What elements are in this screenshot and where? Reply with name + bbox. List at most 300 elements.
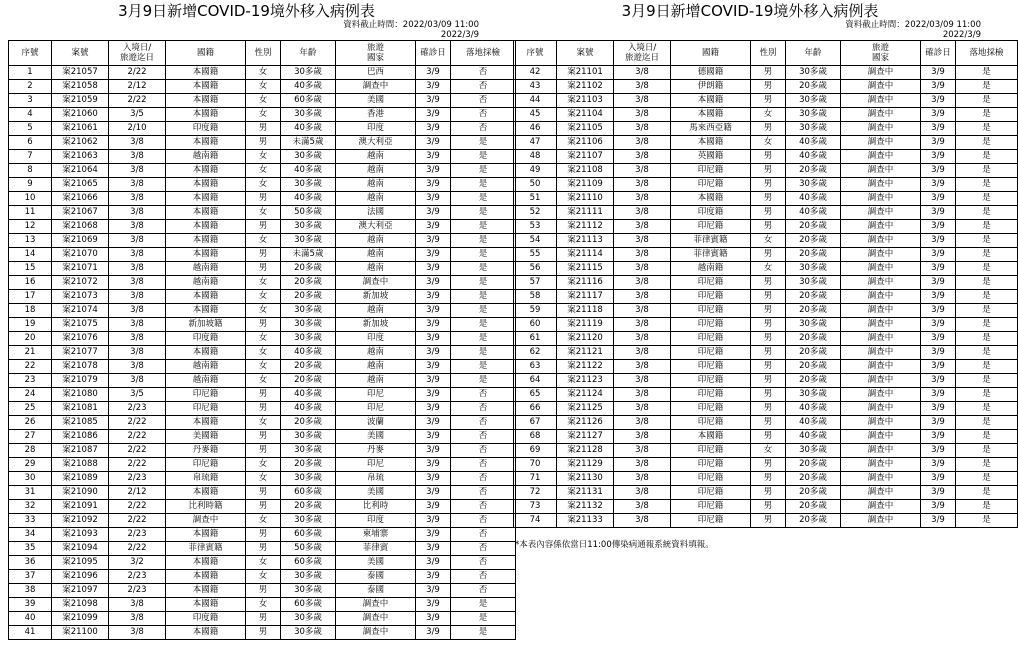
cell-entry-date: 3/8 bbox=[109, 192, 166, 206]
cell-nationality: 印尼籍 bbox=[671, 332, 751, 346]
cell-arrival-test: 是 bbox=[451, 220, 516, 234]
cell-nationality: 新加坡籍 bbox=[166, 318, 246, 332]
cell-confirm-date: 3/9 bbox=[416, 360, 451, 374]
cell-case-id: 案21129 bbox=[557, 458, 614, 472]
table-row bbox=[514, 122, 1018, 136]
cell-confirm-date: 3/9 bbox=[416, 556, 451, 570]
cell-confirm-date: 3/9 bbox=[416, 66, 451, 80]
cell-travel-country: 調查中 bbox=[841, 332, 921, 346]
cell-entry-date: 3/8 bbox=[614, 486, 671, 500]
cell-serial: 29 bbox=[9, 458, 52, 472]
cell-entry-date: 3/8 bbox=[614, 360, 671, 374]
table-row bbox=[9, 472, 516, 486]
cell-case-id: 案21089 bbox=[52, 472, 109, 486]
cell-nationality: 本國籍 bbox=[166, 206, 246, 220]
cell-case-id: 案21117 bbox=[557, 290, 614, 304]
cell-nationality: 印尼籍 bbox=[671, 500, 751, 514]
cell-arrival-test: 是 bbox=[956, 290, 1018, 304]
cell-travel-country: 越南 bbox=[336, 346, 416, 360]
cell-confirm-date: 3/9 bbox=[416, 612, 451, 626]
cell-travel-country: 調查中 bbox=[841, 500, 921, 514]
cell-arrival-test: 是 bbox=[451, 598, 516, 612]
cell-nationality: 印尼籍 bbox=[671, 178, 751, 192]
cell-confirm-date: 3/9 bbox=[416, 234, 451, 248]
cell-age: 40多歲 bbox=[281, 402, 336, 416]
cell-sex: 女 bbox=[246, 94, 281, 108]
cell-sex: 男 bbox=[246, 402, 281, 416]
table-row bbox=[9, 94, 516, 108]
cell-entry-date: 3/8 bbox=[614, 220, 671, 234]
cell-entry-date: 3/8 bbox=[614, 234, 671, 248]
cell-confirm-date: 3/9 bbox=[921, 514, 956, 528]
cell-sex: 男 bbox=[751, 388, 786, 402]
cell-case-id: 案21130 bbox=[557, 472, 614, 486]
cell-serial: 43 bbox=[514, 80, 557, 94]
cell-age: 20多歲 bbox=[786, 248, 841, 262]
cell-sex: 男 bbox=[751, 332, 786, 346]
cell-nationality: 印度籍 bbox=[671, 206, 751, 220]
cell-case-id: 案21112 bbox=[557, 220, 614, 234]
cell-confirm-date: 3/9 bbox=[416, 290, 451, 304]
cell-case-id: 案21059 bbox=[52, 94, 109, 108]
cell-travel-country: 澳大利亞 bbox=[336, 136, 416, 150]
table-row bbox=[9, 486, 516, 500]
cell-case-id: 案21057 bbox=[52, 66, 109, 80]
cell-arrival-test: 是 bbox=[956, 472, 1018, 486]
cell-arrival-test: 是 bbox=[956, 304, 1018, 318]
cell-nationality: 印尼籍 bbox=[671, 444, 751, 458]
cell-nationality: 伊朗籍 bbox=[671, 80, 751, 94]
cell-confirm-date: 3/9 bbox=[416, 276, 451, 290]
cell-serial: 49 bbox=[514, 164, 557, 178]
column-header-case-id: 案號 bbox=[52, 41, 109, 66]
column-header-serial: 序號 bbox=[514, 41, 557, 66]
cell-entry-date: 2/23 bbox=[109, 402, 166, 416]
cell-sex: 女 bbox=[751, 234, 786, 248]
cell-sex: 男 bbox=[751, 346, 786, 360]
cell-nationality: 本國籍 bbox=[166, 570, 246, 584]
cell-nationality: 印尼籍 bbox=[671, 472, 751, 486]
cell-nationality: 印尼籍 bbox=[671, 276, 751, 290]
cell-case-id: 案21088 bbox=[52, 458, 109, 472]
cell-serial: 57 bbox=[514, 276, 557, 290]
cell-arrival-test: 否 bbox=[451, 472, 516, 486]
cell-age: 30多歲 bbox=[786, 388, 841, 402]
cell-confirm-date: 3/9 bbox=[416, 192, 451, 206]
cell-serial: 34 bbox=[9, 528, 52, 542]
cell-confirm-date: 3/9 bbox=[416, 430, 451, 444]
cell-age: 30多歲 bbox=[786, 178, 841, 192]
table-row bbox=[9, 374, 516, 388]
cell-nationality: 印尼籍 bbox=[671, 164, 751, 178]
cell-arrival-test: 否 bbox=[451, 94, 516, 108]
cell-case-id: 案21076 bbox=[52, 332, 109, 346]
cell-travel-country: 越南 bbox=[336, 164, 416, 178]
column-header-serial: 序號 bbox=[9, 41, 52, 66]
table-row bbox=[9, 234, 516, 248]
cell-serial: 47 bbox=[514, 136, 557, 150]
cell-arrival-test: 是 bbox=[956, 430, 1018, 444]
cell-serial: 9 bbox=[9, 178, 52, 192]
cell-confirm-date: 3/9 bbox=[416, 626, 451, 640]
cell-confirm-date: 3/9 bbox=[921, 304, 956, 318]
table-row bbox=[514, 514, 1018, 528]
cell-case-id: 案21062 bbox=[52, 136, 109, 150]
cell-sex: 女 bbox=[246, 108, 281, 122]
cell-arrival-test: 是 bbox=[956, 136, 1018, 150]
cell-serial: 30 bbox=[9, 472, 52, 486]
cell-arrival-test: 否 bbox=[451, 402, 516, 416]
cell-confirm-date: 3/9 bbox=[921, 416, 956, 430]
cell-age: 60多歲 bbox=[281, 94, 336, 108]
cell-entry-date: 3/8 bbox=[614, 416, 671, 430]
cell-age: 20多歲 bbox=[281, 374, 336, 388]
cell-sex: 女 bbox=[246, 206, 281, 220]
cell-travel-country: 調查中 bbox=[841, 80, 921, 94]
cell-sex: 女 bbox=[751, 108, 786, 122]
table-row bbox=[9, 626, 516, 640]
cell-age: 30多歲 bbox=[786, 262, 841, 276]
cell-age: 60多歲 bbox=[281, 598, 336, 612]
cell-arrival-test: 否 bbox=[451, 444, 516, 458]
cell-sex: 男 bbox=[751, 276, 786, 290]
cell-entry-date: 3/8 bbox=[614, 108, 671, 122]
cell-travel-country: 美國 bbox=[336, 486, 416, 500]
cell-arrival-test: 是 bbox=[956, 192, 1018, 206]
cell-arrival-test: 是 bbox=[451, 276, 516, 290]
cell-confirm-date: 3/9 bbox=[416, 416, 451, 430]
cell-age: 40多歲 bbox=[786, 192, 841, 206]
cell-travel-country: 調查中 bbox=[841, 262, 921, 276]
cell-age: 30多歲 bbox=[786, 444, 841, 458]
table-row bbox=[9, 346, 516, 360]
cell-age: 40多歲 bbox=[786, 402, 841, 416]
table-row bbox=[9, 136, 516, 150]
table-row bbox=[9, 514, 516, 528]
cell-serial: 48 bbox=[514, 150, 557, 164]
cell-entry-date: 3/8 bbox=[614, 136, 671, 150]
table-row bbox=[514, 402, 1018, 416]
cell-confirm-date: 3/9 bbox=[416, 262, 451, 276]
column-header-arrival-test: 落地採檢 bbox=[451, 41, 516, 66]
cell-confirm-date: 3/9 bbox=[416, 220, 451, 234]
cell-age: 未滿5歲 bbox=[281, 136, 336, 150]
table-row bbox=[514, 304, 1018, 318]
left-panel bbox=[8, 0, 500, 640]
cell-arrival-test: 是 bbox=[451, 626, 516, 640]
cell-confirm-date: 3/9 bbox=[921, 290, 956, 304]
cell-serial: 26 bbox=[9, 416, 52, 430]
cell-nationality: 印尼籍 bbox=[671, 416, 751, 430]
table-row bbox=[9, 416, 516, 430]
cell-sex: 男 bbox=[751, 318, 786, 332]
cell-travel-country: 調查中 bbox=[841, 416, 921, 430]
cell-sex: 女 bbox=[246, 472, 281, 486]
cell-serial: 20 bbox=[9, 332, 52, 346]
cell-confirm-date: 3/9 bbox=[416, 388, 451, 402]
cell-sex: 女 bbox=[751, 136, 786, 150]
cell-age: 20多歲 bbox=[281, 416, 336, 430]
cell-arrival-test: 是 bbox=[956, 458, 1018, 472]
cell-age: 20多歲 bbox=[786, 472, 841, 486]
cell-case-id: 案21123 bbox=[557, 374, 614, 388]
cell-serial: 38 bbox=[9, 584, 52, 598]
cell-sex: 女 bbox=[246, 514, 281, 528]
table-row bbox=[9, 304, 516, 318]
cell-travel-country: 美國 bbox=[336, 556, 416, 570]
cell-travel-country: 調查中 bbox=[841, 430, 921, 444]
cell-sex: 女 bbox=[751, 444, 786, 458]
cell-age: 20多歲 bbox=[281, 290, 336, 304]
cell-serial: 40 bbox=[9, 612, 52, 626]
cell-case-id: 案21093 bbox=[52, 528, 109, 542]
cell-serial: 35 bbox=[9, 542, 52, 556]
cell-nationality: 本國籍 bbox=[166, 556, 246, 570]
table-row bbox=[514, 262, 1018, 276]
cell-serial: 69 bbox=[514, 444, 557, 458]
cell-sex: 女 bbox=[246, 374, 281, 388]
cell-entry-date: 2/10 bbox=[109, 122, 166, 136]
cell-sex: 男 bbox=[246, 192, 281, 206]
cell-entry-date: 3/8 bbox=[614, 122, 671, 136]
cell-age: 20多歲 bbox=[786, 304, 841, 318]
cell-travel-country: 調查中 bbox=[841, 290, 921, 304]
cell-age: 40多歲 bbox=[786, 206, 841, 220]
cell-travel-country: 越南 bbox=[336, 192, 416, 206]
cell-age: 40多歲 bbox=[786, 150, 841, 164]
cell-age: 50多歲 bbox=[281, 542, 336, 556]
cell-age: 20多歲 bbox=[786, 346, 841, 360]
table-row bbox=[9, 192, 516, 206]
cell-travel-country: 丹麥 bbox=[336, 444, 416, 458]
cell-age: 40多歲 bbox=[786, 136, 841, 150]
cell-sex: 女 bbox=[246, 332, 281, 346]
cell-nationality: 印尼籍 bbox=[671, 220, 751, 234]
cell-travel-country: 印度 bbox=[336, 514, 416, 528]
cell-entry-date: 2/12 bbox=[109, 80, 166, 94]
cell-case-id: 案21081 bbox=[52, 402, 109, 416]
cell-serial: 51 bbox=[514, 192, 557, 206]
cell-age: 20多歲 bbox=[786, 234, 841, 248]
cell-serial: 68 bbox=[514, 430, 557, 444]
column-header-sex: 性別 bbox=[246, 41, 281, 66]
cell-nationality: 美國籍 bbox=[166, 430, 246, 444]
cell-age: 30多歲 bbox=[281, 150, 336, 164]
cell-arrival-test: 否 bbox=[451, 500, 516, 514]
cell-case-id: 案21104 bbox=[557, 108, 614, 122]
cell-serial: 31 bbox=[9, 486, 52, 500]
cell-travel-country: 調查中 bbox=[841, 248, 921, 262]
cell-entry-date: 3/8 bbox=[614, 332, 671, 346]
cell-nationality: 菲律賓籍 bbox=[671, 248, 751, 262]
cell-serial: 28 bbox=[9, 444, 52, 458]
cell-entry-date: 3/8 bbox=[109, 178, 166, 192]
cell-serial: 23 bbox=[9, 374, 52, 388]
cell-travel-country: 印度 bbox=[336, 122, 416, 136]
cell-arrival-test: 是 bbox=[956, 276, 1018, 290]
table-row bbox=[9, 262, 516, 276]
table-row bbox=[514, 444, 1018, 458]
table-row bbox=[9, 402, 516, 416]
cell-sex: 男 bbox=[246, 136, 281, 150]
cell-sex: 男 bbox=[246, 430, 281, 444]
cell-case-id: 案21101 bbox=[557, 66, 614, 80]
cell-confirm-date: 3/9 bbox=[921, 430, 956, 444]
cell-case-id: 案21121 bbox=[557, 346, 614, 360]
cell-travel-country: 越南 bbox=[336, 248, 416, 262]
cell-sex: 男 bbox=[246, 388, 281, 402]
cell-nationality: 印度籍 bbox=[166, 612, 246, 626]
cell-arrival-test: 否 bbox=[451, 80, 516, 94]
cell-arrival-test: 是 bbox=[956, 262, 1018, 276]
table-row bbox=[9, 290, 516, 304]
cell-travel-country: 調查中 bbox=[841, 234, 921, 248]
cell-age: 30多歲 bbox=[786, 94, 841, 108]
cell-entry-date: 3/8 bbox=[109, 360, 166, 374]
data-cutoff-time: 資料截止時間：2022/03/09 11:00 bbox=[343, 20, 479, 30]
cell-travel-country: 印尼 bbox=[336, 388, 416, 402]
cell-serial: 46 bbox=[514, 122, 557, 136]
cell-arrival-test: 是 bbox=[451, 178, 516, 192]
cell-nationality: 越南籍 bbox=[166, 262, 246, 276]
table-row bbox=[514, 472, 1018, 486]
cell-confirm-date: 3/9 bbox=[921, 66, 956, 80]
cell-confirm-date: 3/9 bbox=[921, 108, 956, 122]
cell-serial: 12 bbox=[9, 220, 52, 234]
cell-entry-date: 2/22 bbox=[109, 542, 166, 556]
cell-confirm-date: 3/9 bbox=[921, 402, 956, 416]
cell-arrival-test: 否 bbox=[451, 486, 516, 500]
cell-entry-date: 3/5 bbox=[109, 108, 166, 122]
cell-confirm-date: 3/9 bbox=[921, 486, 956, 500]
cell-nationality: 印尼籍 bbox=[166, 458, 246, 472]
cell-entry-date: 3/8 bbox=[614, 458, 671, 472]
cell-age: 40多歲 bbox=[281, 346, 336, 360]
cell-arrival-test: 是 bbox=[451, 248, 516, 262]
table-row bbox=[9, 430, 516, 444]
cell-entry-date: 3/8 bbox=[614, 374, 671, 388]
cell-confirm-date: 3/9 bbox=[416, 374, 451, 388]
cell-sex: 男 bbox=[751, 430, 786, 444]
table-row bbox=[514, 66, 1018, 80]
cell-travel-country: 調查中 bbox=[841, 360, 921, 374]
cell-travel-country: 調查中 bbox=[841, 374, 921, 388]
cell-age: 20多歲 bbox=[786, 458, 841, 472]
cell-serial: 37 bbox=[9, 570, 52, 584]
cell-serial: 14 bbox=[9, 248, 52, 262]
cell-nationality: 本國籍 bbox=[166, 584, 246, 598]
cell-confirm-date: 3/9 bbox=[921, 276, 956, 290]
cell-nationality: 調查中 bbox=[166, 514, 246, 528]
table-row bbox=[514, 374, 1018, 388]
cell-case-id: 案21077 bbox=[52, 346, 109, 360]
cell-travel-country: 菲律賓 bbox=[336, 542, 416, 556]
cell-confirm-date: 3/9 bbox=[416, 598, 451, 612]
cell-entry-date: 2/12 bbox=[109, 486, 166, 500]
cell-age: 20多歲 bbox=[786, 360, 841, 374]
cell-sex: 女 bbox=[246, 178, 281, 192]
cell-age: 30多歲 bbox=[281, 66, 336, 80]
cell-sex: 男 bbox=[751, 486, 786, 500]
cell-confirm-date: 3/9 bbox=[921, 332, 956, 346]
cell-sex: 男 bbox=[751, 514, 786, 528]
cell-nationality: 印尼籍 bbox=[671, 514, 751, 528]
cell-serial: 17 bbox=[9, 290, 52, 304]
column-header-confirm-date: 確診日 bbox=[416, 41, 451, 66]
cell-sex: 男 bbox=[246, 584, 281, 598]
cell-case-id: 案21108 bbox=[557, 164, 614, 178]
table-row bbox=[9, 206, 516, 220]
cell-entry-date: 3/8 bbox=[614, 206, 671, 220]
cell-entry-date: 2/22 bbox=[109, 444, 166, 458]
cell-serial: 62 bbox=[514, 346, 557, 360]
cell-case-id: 案21067 bbox=[52, 206, 109, 220]
cell-serial: 55 bbox=[514, 248, 557, 262]
cell-travel-country: 美國 bbox=[336, 94, 416, 108]
cell-arrival-test: 是 bbox=[956, 332, 1018, 346]
cell-nationality: 印度籍 bbox=[166, 332, 246, 346]
cell-age: 40多歲 bbox=[786, 430, 841, 444]
cell-entry-date: 3/8 bbox=[109, 374, 166, 388]
cell-age: 20多歲 bbox=[281, 458, 336, 472]
cell-travel-country: 調查中 bbox=[841, 94, 921, 108]
table-row bbox=[514, 458, 1018, 472]
cell-travel-country: 越南 bbox=[336, 374, 416, 388]
cell-case-id: 案21070 bbox=[52, 248, 109, 262]
cell-arrival-test: 是 bbox=[956, 360, 1018, 374]
table-row bbox=[9, 612, 516, 626]
cell-confirm-date: 3/9 bbox=[416, 528, 451, 542]
cell-nationality: 越南籍 bbox=[166, 276, 246, 290]
cell-serial: 44 bbox=[514, 94, 557, 108]
cell-nationality: 丹麥籍 bbox=[166, 444, 246, 458]
table-row bbox=[9, 318, 516, 332]
cell-entry-date: 3/8 bbox=[614, 80, 671, 94]
cell-arrival-test: 是 bbox=[451, 206, 516, 220]
cell-sex: 男 bbox=[246, 248, 281, 262]
cell-serial: 65 bbox=[514, 388, 557, 402]
cell-arrival-test: 是 bbox=[451, 262, 516, 276]
cell-case-id: 案21126 bbox=[557, 416, 614, 430]
cell-nationality: 印尼籍 bbox=[166, 388, 246, 402]
cell-nationality: 印尼籍 bbox=[671, 304, 751, 318]
cell-entry-date: 3/8 bbox=[614, 514, 671, 528]
cell-entry-date: 2/22 bbox=[109, 94, 166, 108]
table-row bbox=[514, 164, 1018, 178]
cell-entry-date: 3/8 bbox=[109, 304, 166, 318]
cell-nationality: 本國籍 bbox=[671, 192, 751, 206]
cell-confirm-date: 3/9 bbox=[416, 122, 451, 136]
cell-arrival-test: 是 bbox=[956, 122, 1018, 136]
cell-travel-country: 調查中 bbox=[336, 598, 416, 612]
cell-confirm-date: 3/9 bbox=[416, 304, 451, 318]
table-row bbox=[9, 360, 516, 374]
page-title: 3月9日新增COVID-19境外移入病例表 bbox=[621, 2, 879, 20]
cell-entry-date: 3/8 bbox=[109, 598, 166, 612]
cell-arrival-test: 是 bbox=[956, 318, 1018, 332]
table-row bbox=[9, 542, 516, 556]
cell-arrival-test: 否 bbox=[451, 108, 516, 122]
cell-sex: 男 bbox=[751, 66, 786, 80]
cell-entry-date: 3/8 bbox=[614, 500, 671, 514]
cell-case-id: 案21116 bbox=[557, 276, 614, 290]
cell-confirm-date: 3/9 bbox=[921, 206, 956, 220]
cell-arrival-test: 是 bbox=[956, 164, 1018, 178]
cell-confirm-date: 3/9 bbox=[416, 108, 451, 122]
table-row bbox=[514, 332, 1018, 346]
cell-arrival-test: 是 bbox=[956, 416, 1018, 430]
cell-arrival-test: 是 bbox=[956, 150, 1018, 164]
